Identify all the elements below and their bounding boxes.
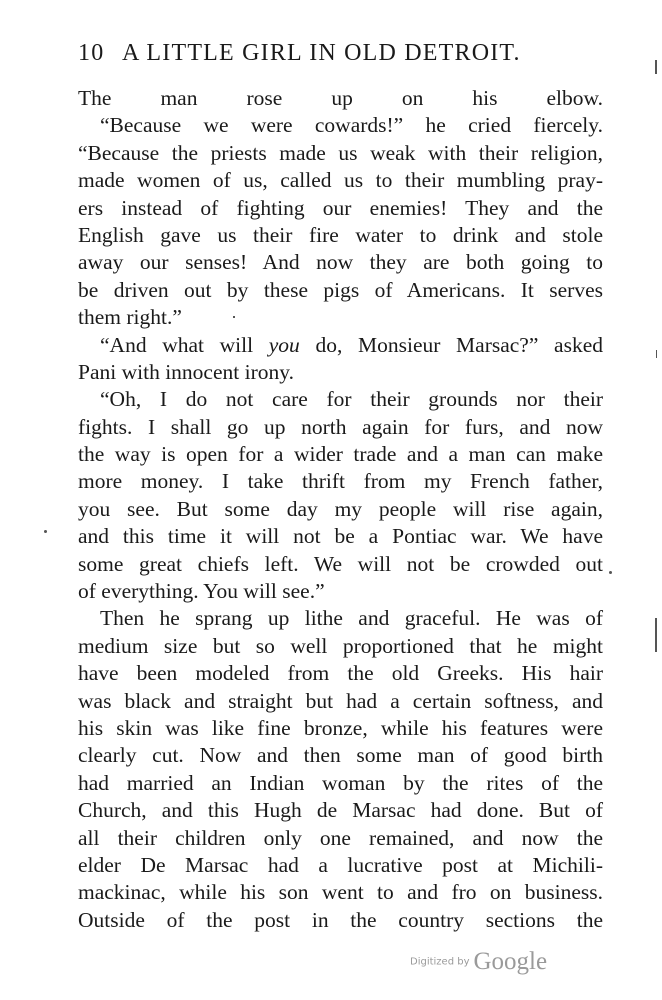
text-line — [78, 332, 603, 359]
text-line: elder De Marsac had a lucrative post at Michili- — [78, 852, 603, 877]
text-line: made women of us, called us to their mumbling pray- — [78, 168, 603, 193]
scan-speck — [656, 350, 657, 358]
text-line: Church, and this Hugh de Marsac had done. But of — [78, 798, 603, 823]
text-line: ers instead of fighting our enemies! They and the — [78, 195, 603, 220]
text-line: his skin was like fine bronze, while his features were — [78, 715, 603, 740]
text-line: mackinac, while his son went to and fro on business. — [78, 880, 603, 905]
digitization-watermark — [410, 948, 547, 976]
text-line: them right.” — [78, 305, 182, 330]
running-header — [78, 40, 606, 74]
watermark-brand: Google — [473, 948, 548, 975]
scan-speck — [655, 60, 657, 74]
scan-speck — [44, 530, 47, 533]
text-line: and this time it will not be a Pontiac war. We have — [78, 524, 603, 549]
text-line: be driven out by these pigs of Americans. It serves — [78, 277, 603, 302]
text-line: “Oh, I do not care for their grounds nor their — [100, 387, 603, 412]
watermark-prefix: Digitized by — [410, 956, 470, 968]
text-line: “Because the priests made us weak with their religion, — [78, 140, 603, 165]
page-number: 10 — [78, 40, 105, 66]
running-title: A LITTLE GIRL IN OLD DETROIT. — [122, 40, 521, 66]
text-run: do, Monsieur Marsac?” asked — [299, 332, 603, 357]
text-line: “Because we were cowards!” he cried fiercely. — [100, 113, 603, 138]
text-line: Pani with innocent irony. — [78, 359, 294, 384]
text-line: fights. I shall go up north again for furs, and now — [78, 414, 603, 439]
text-line: some great chiefs left. We will not be crowded out — [78, 551, 603, 576]
text-line: was black and straight but had a certain softness, and — [78, 688, 603, 713]
scan-speck — [233, 316, 235, 318]
text-line: you see. But some day my people will rise again, — [78, 496, 603, 521]
text-line: Then he sprang up lithe and graceful. He was of — [100, 606, 603, 631]
text-line: had married an Indian woman by the rites of the — [78, 770, 603, 795]
text-line: the way is open for a wider trade and a man can make — [78, 442, 603, 467]
scan-speck — [655, 618, 657, 652]
text-line: all their children only one remained, and now the — [78, 825, 603, 850]
text-line: English gave us their fire water to drink and stole — [78, 222, 603, 247]
text-line: of everything. You will see.” — [78, 579, 325, 604]
text-line: more money. I take thrift from my French father, — [78, 469, 603, 494]
text-line: Outside of the post in the country sections the — [78, 907, 603, 932]
emphasized-word: you — [268, 332, 300, 357]
text-line: have been modeled from the old Greeks. His hair — [78, 661, 603, 686]
text-line: medium size but so well proportioned that he might — [78, 633, 603, 658]
body-text — [78, 85, 603, 934]
text-run: “And what will — [100, 332, 269, 357]
text-line: clearly cut. Now and then some man of good birth — [78, 743, 603, 768]
text-line: The man rose up on his elbow. — [78, 86, 603, 110]
text-line: away our senses! And now they are both going to — [78, 250, 603, 275]
scan-speck — [609, 571, 612, 574]
